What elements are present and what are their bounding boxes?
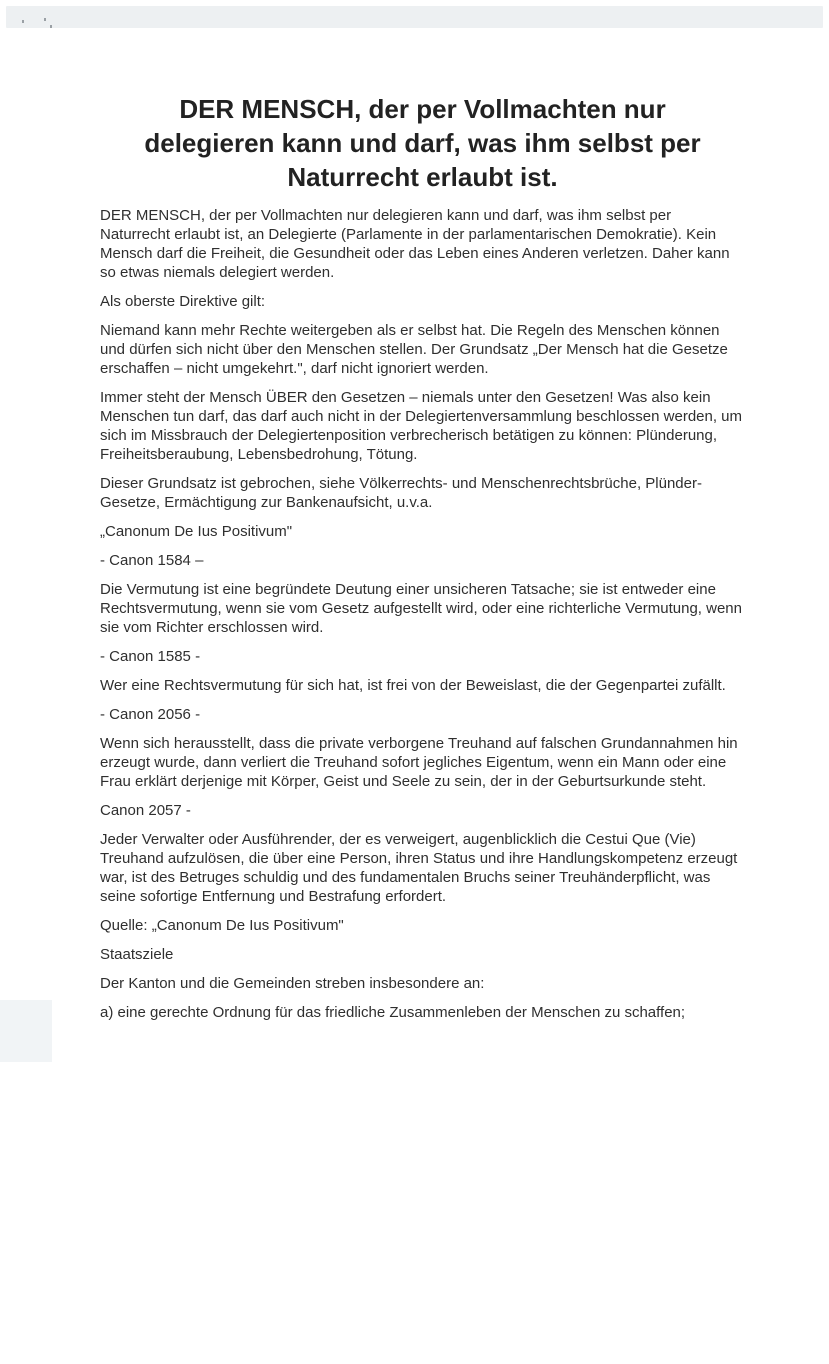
paragraph-kanton-gemeinden: Der Kanton und die Gemeinden streben insbesondere an: — [100, 975, 485, 992]
paragraph-canon-2057-text: Jeder Verwalter oder Ausführender, der es verweigert, augenblicklich die Cestui Que (Vie) Treuhand aufzulösen, die über eine Person, ihren Status und ihre Handlungskompetenz erzeugt war, ist des Betruges schuldig und des fundamentalen Bruchs seiner Treuhänderpflicht, was seine sofortige Entfernung und Bestrafung erfordert. — [100, 831, 738, 905]
paragraph-canon-1584-heading: - Canon 1584 – — [100, 552, 204, 569]
paragraph-canon-1585-text: Wer eine Rechtsvermutung für sich hat, ist frei von der Beweislast, die der Gegenpartei zufällt. — [100, 677, 726, 694]
scan-artifact-top-band — [6, 6, 823, 28]
document-title-line: DER MENSCH, der per Vollmachten nur — [179, 94, 666, 124]
document-content — [100, 92, 745, 1032]
paragraph-intro: DER MENSCH, der per Vollmachten nur delegieren kann und darf, was ihm selbst per Naturrecht erlaubt ist, an Delegierte (Parlamente in der parlamentarischen Demokratie). Kein Mensch darf die Freiheit, die Gesundheit oder das Leben eines Anderen verletzen. Daher kann so etwas niemals delegiert werden. — [100, 207, 730, 281]
paragraph-staatsziel-a: a) eine gerechte Ordnung für das friedliche Zusammenleben der Menschen zu schaffen; — [100, 1004, 686, 1021]
scan-speck — [50, 25, 52, 28]
paragraph-ueber-gesetzen: Immer steht der Mensch ÜBER den Gesetzen – niemals unter den Gesetzen! Was also kein Menschen tun darf, das darf auch nicht in der Delegiertenversammlung beschlossen werden, um sich im Missbrauch der Delegiertenposition verbrecherisch betätigen zu können: Plünderung, Freiheitsberaubung, Lebensbedrohung, Tötung. — [100, 389, 743, 463]
paragraph-directive: Niemand kann mehr Rechte weitergeben als er selbst hat. Die Regeln des Menschen können und dürfen sich nicht über den Menschen stellen. Der Grundsatz „Der Mensch hat die Gesetze erschaffen – nicht umgekehrt.", darf nicht ignoriert werden. — [100, 322, 728, 377]
paragraph-canonum-heading: „Canonum De Ius Positivum" — [100, 523, 293, 540]
paragraph-grundsatz-gebrochen: Dieser Grundsatz ist gebrochen, siehe Völkerrechts- und Menschenrechtsbrüche, Plünder-Gesetze, Ermächtigung zur Bankenaufsicht, u.v.a. — [100, 475, 702, 511]
document-title-line: delegieren kann und darf, was ihm selbst per — [144, 128, 701, 158]
document-title-line: Naturrecht erlaubt ist. — [287, 162, 558, 192]
scan-speck — [22, 20, 24, 23]
paragraph-quelle: Quelle: „Canonum De Ius Positivum" — [100, 917, 344, 934]
document-title — [100, 92, 745, 194]
paragraph-staatsziele-heading: Staatsziele — [100, 946, 174, 963]
paragraph-canon-2056-heading: - Canon 2056 - — [100, 706, 201, 723]
paragraph-canon-2057-heading: Canon 2057 - — [100, 802, 191, 819]
scan-speck — [44, 18, 46, 21]
paragraph-canon-2056-text: Wenn sich herausstellt, dass die private verborgene Treuhand auf falschen Grundannahmen hin erzeugt wurde, dann verliert die Treuhand sofort jegliches Eigentum, wenn ein Mann oder eine Frau erklärt derjenige mit Körper, Geist und Seele zu sein, der in der Geburtsurkunde steht. — [100, 735, 738, 790]
paragraph-canon-1584-text: Die Vermutung ist eine begründete Deutung einer unsicheren Tatsache; sie ist entweder eine Rechtsvermutung, wenn sie vom Gesetz aufgestellt wird, oder eine richterliche Vermutung, wenn sie vom Richter erschlossen wird. — [100, 581, 742, 636]
paragraph-canon-1585-heading: - Canon 1585 - — [100, 648, 201, 665]
scan-artifact-left-smudge — [0, 1000, 52, 1062]
paragraph-directive-lead: Als oberste Direktive gilt: — [100, 293, 266, 310]
